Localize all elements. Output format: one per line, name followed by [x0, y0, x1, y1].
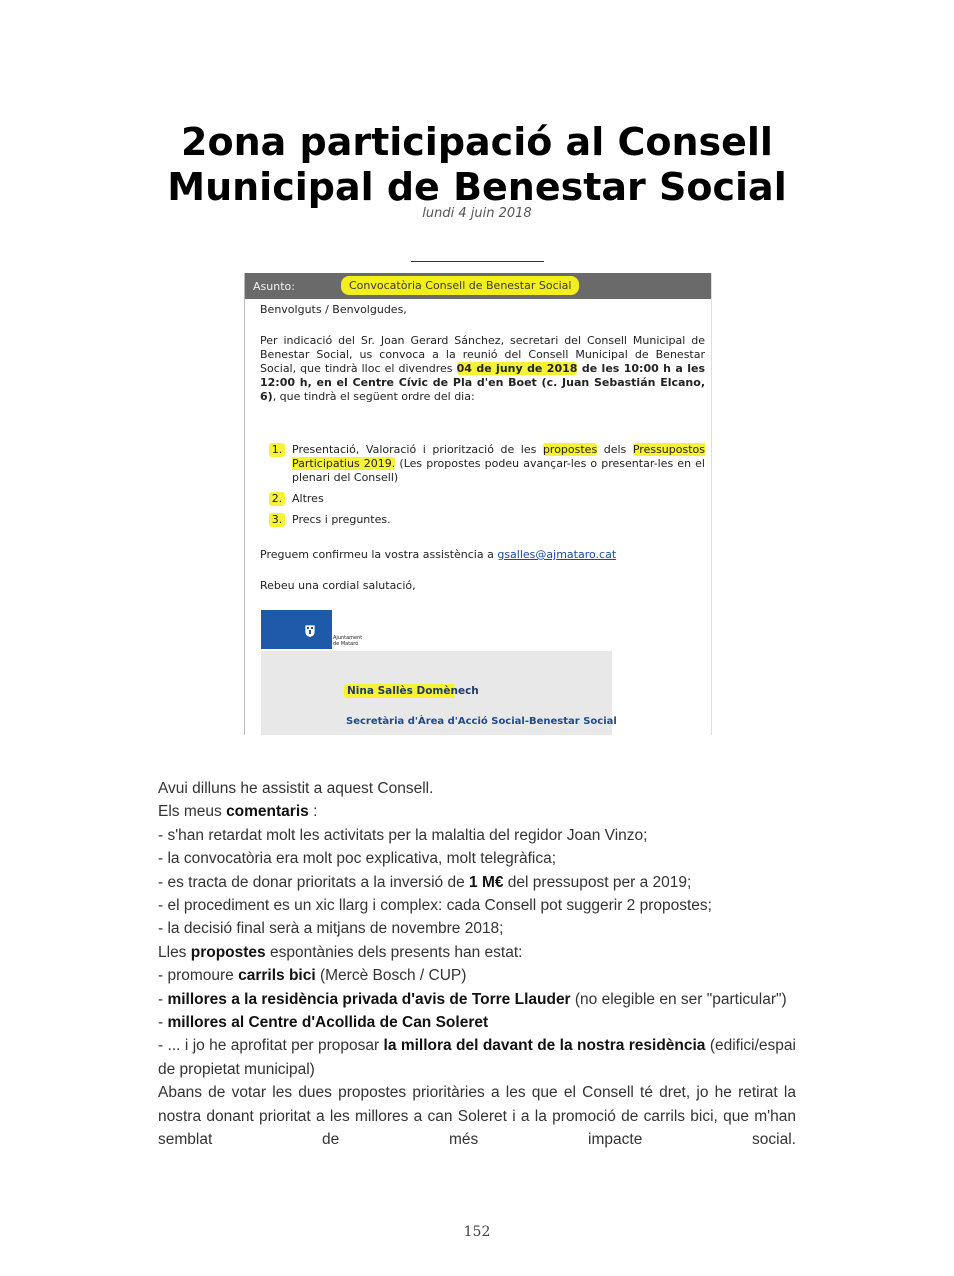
- post-date: lundi 4 juin 2018: [422, 206, 532, 221]
- asunto-label: Asunto:: [253, 280, 295, 293]
- body-text: - ... i jo he aprofitat per proposar: [158, 1037, 384, 1055]
- body-line: [158, 964, 796, 987]
- agenda-number-3: 3.: [269, 513, 285, 527]
- separator-rule: [411, 261, 544, 262]
- email-paragraph: [260, 334, 705, 404]
- body-bold: propostes: [190, 943, 266, 961]
- body-bold: millores a la residència privada d'avis de Torre Llauder: [167, 990, 571, 1008]
- post-body: [158, 777, 796, 1152]
- agenda-item-1-mid: dels: [597, 443, 633, 456]
- title-line-1: 2ona participació al Consell: [181, 120, 773, 164]
- body-line: - s'han retardat molt les activitats per la malaltia del regidor Joan Vinzo;: [158, 826, 648, 844]
- body-text: espontànies dels presents han estat:: [265, 943, 523, 961]
- body-line: - la convocatòria era molt poc explicativa, molt telegràfica;: [158, 850, 557, 868]
- highlight-propostes: propostes: [542, 443, 598, 456]
- page-title: [100, 120, 854, 210]
- body-text: del pressupost per a 2019;: [503, 873, 692, 891]
- agenda-item-1-note: (Les propostes podeu avançar-les o presentar-les en el plenari del Consell): [292, 457, 705, 484]
- body-bold: carrils bici: [238, 967, 316, 985]
- page-number: 152: [463, 1224, 491, 1240]
- email-closing: Rebeu una cordial salutació,: [260, 579, 416, 592]
- body-bold: la millora del davant de la nostra residència: [383, 1037, 706, 1055]
- agenda-item-1: [292, 443, 705, 485]
- body-text: - es tracta de donar prioritats a la inversió de: [158, 873, 470, 891]
- body-line: Avui dilluns he assistit a aquest Consell.: [158, 780, 434, 797]
- contact-email-link[interactable]: gsalles@ajmataro.cat: [497, 548, 617, 561]
- body-text: :: [308, 803, 318, 821]
- logo-line-2: de Mataró: [333, 641, 359, 647]
- agenda-item-3: Precs i preguntes.: [292, 513, 391, 526]
- body-line: [158, 1011, 796, 1034]
- agenda-number-1: 1.: [269, 443, 285, 457]
- signature-name: Nina Sallès Domènech: [344, 684, 482, 698]
- body-line: [158, 1034, 796, 1081]
- body-line: [158, 871, 796, 894]
- highlight-pressupostos: Pressupostos Participatius 2019.: [292, 443, 705, 470]
- email-subject: Convocatòria Consell de Benestar Social: [341, 276, 579, 295]
- title-line-2: Municipal de Benestar Social: [167, 165, 787, 209]
- agenda-item-2: Altres: [292, 492, 324, 505]
- confirm-line: [260, 548, 705, 562]
- email-greeting: Benvolguts / Benvolgudes,: [260, 303, 407, 316]
- body-text: -: [158, 1014, 168, 1032]
- body-paragraph: Abans de votar les dues propostes prioritàries a les que el Consell té dret, jo he retirat la nostra donant prioritat a les millores a can Soleret i a la promoció de carrils bici, que m'han semblat de més impacte social.: [158, 1084, 796, 1149]
- confirm-text: Preguem confirmeu la vostra assistència a: [260, 548, 498, 561]
- email-screenshot: [244, 273, 712, 735]
- body-bold: 1 M€: [469, 873, 504, 891]
- ajuntament-logo-band: [261, 610, 332, 649]
- body-line: [158, 988, 796, 1011]
- body-bold: millores al Centre d'Acollida de Can Soleret: [167, 1014, 489, 1032]
- agenda-item-1-text: Presentació, Valoració i priorització de les: [292, 443, 543, 456]
- body-text: Lles: [158, 943, 191, 961]
- body-bold: comentaris: [226, 803, 309, 821]
- body-text: -: [158, 990, 168, 1008]
- body-text: - promoure: [158, 967, 239, 985]
- ajuntament-logo-text: [333, 635, 362, 647]
- crest-icon: [304, 624, 316, 638]
- body-line: [158, 800, 796, 823]
- logo-background: [332, 610, 612, 649]
- email-para-end: , que tindrà el següent ordre del dia:: [272, 390, 475, 403]
- email-para-text: Per indicació del Sr. Joan Gerard Sánchez, secretari del Consell Municipal de Benestar Social, us convoca a la reunió del Consell Municipal de Benestar Social, que tindrà lloc el divendres: [260, 334, 705, 375]
- body-text: Els meus: [158, 803, 227, 821]
- body-line: - la decisió final serà a mitjans de novembre 2018;: [158, 920, 504, 938]
- body-line: - el procediment es un xic llarg i complex: cada Consell pot suggerir 2 propostes;: [158, 897, 712, 915]
- meeting-time-place: de les 10:00 h a les 12:00 h, en el Centre Cívic de Pla d'en Boet (c. Juan Sebastián Elcano, 6): [260, 362, 705, 403]
- meeting-date: 04 de juny de 2018: [456, 362, 578, 375]
- agenda-number-2: 2.: [269, 492, 285, 506]
- signature-role: Secretària d'Àrea d'Acció Social-Benestar Social: [346, 716, 617, 727]
- body-text: (Mercè Bosch / CUP): [315, 967, 467, 985]
- email-header: [245, 273, 711, 299]
- logo-line-1: Ajuntament: [333, 635, 363, 641]
- body-line: [158, 941, 796, 964]
- body-text: (no elegible en ser "particular"): [570, 990, 787, 1008]
- body-text: (edifici/espai de propietat municipal): [158, 1037, 796, 1078]
